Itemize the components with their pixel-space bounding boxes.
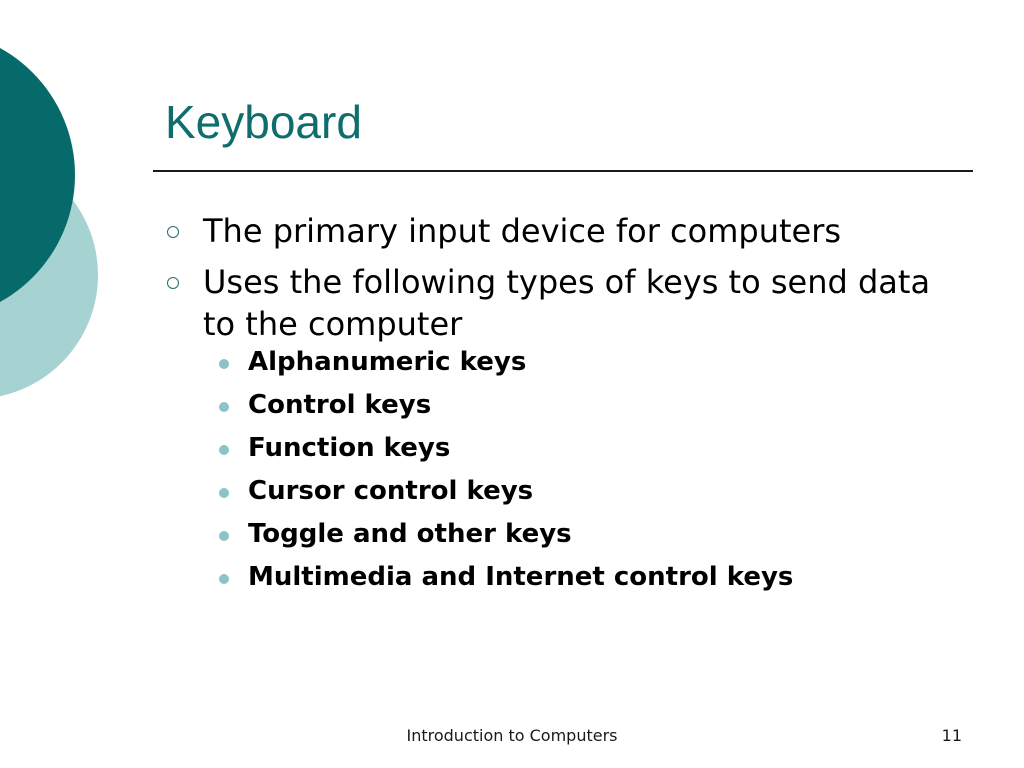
title-divider xyxy=(153,170,973,172)
bullet-text: The primary input device for computers xyxy=(203,212,842,250)
slide-title: Keyboard xyxy=(165,96,362,148)
hollow-circle-bullet-icon xyxy=(167,277,179,289)
bullet-item xyxy=(165,261,965,599)
bullet-item xyxy=(165,210,965,252)
filled-dot-bullet-icon xyxy=(219,488,229,498)
filled-dot-bullet-icon xyxy=(219,574,229,584)
filled-dot-bullet-icon xyxy=(219,531,229,541)
sub-bullet-text: Function keys xyxy=(248,433,451,463)
sub-bullet-item xyxy=(203,341,965,384)
sub-bullet-text: Toggle and other keys xyxy=(248,519,572,549)
sub-bullet-text: Alphanumeric keys xyxy=(248,347,527,377)
sub-bullet-text: Multimedia and Internet control keys xyxy=(248,562,794,592)
sub-bullet-item xyxy=(203,556,965,599)
bullet-text: Uses the following types of keys to send data to the computer xyxy=(203,263,931,343)
sub-bullet-text: Control keys xyxy=(248,390,432,420)
sub-bullet-item xyxy=(203,513,965,556)
sub-bullet-text: Cursor control keys xyxy=(248,476,534,506)
sub-bullet-list xyxy=(203,341,965,599)
sub-bullet-item xyxy=(203,384,965,427)
bullet-list xyxy=(165,210,965,608)
page-number: 11 xyxy=(941,726,962,745)
hollow-circle-bullet-icon xyxy=(167,226,179,238)
filled-dot-bullet-icon xyxy=(219,402,229,412)
footer-text: Introduction to Computers xyxy=(406,726,618,745)
sub-bullet-item xyxy=(203,427,965,470)
decorative-circles xyxy=(0,0,120,420)
filled-dot-bullet-icon xyxy=(219,359,229,369)
sub-bullet-item xyxy=(203,470,965,513)
filled-dot-bullet-icon xyxy=(219,445,229,455)
